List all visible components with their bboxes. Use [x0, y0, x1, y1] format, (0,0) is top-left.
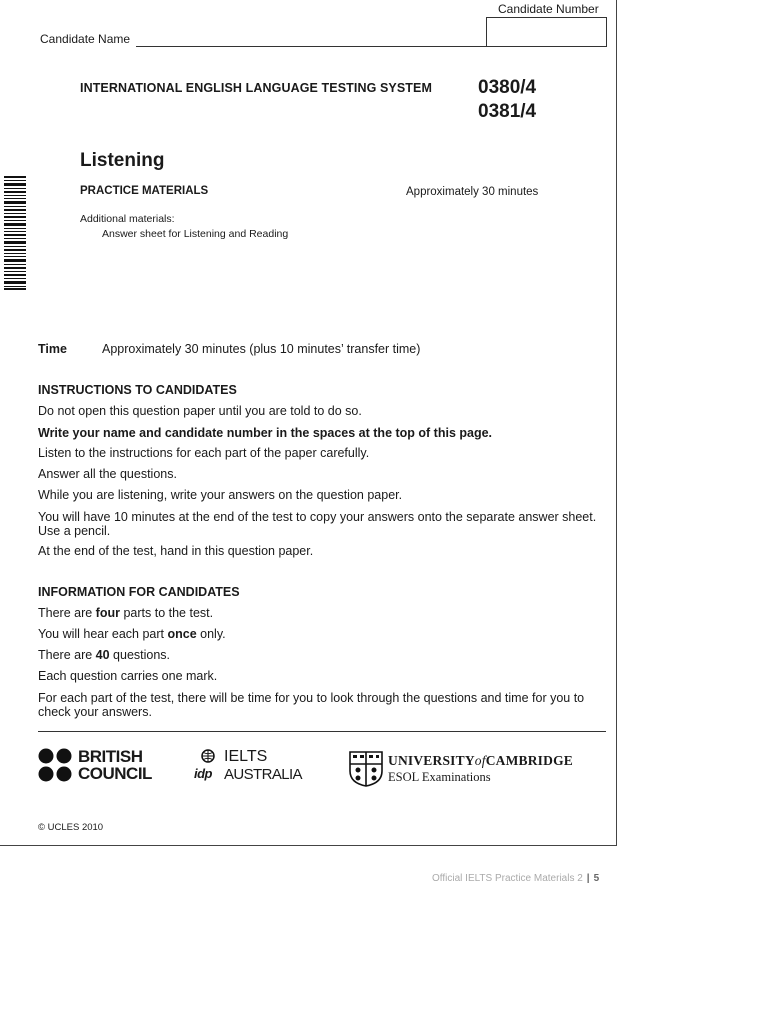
additional-materials-label: Additional materials: [80, 213, 175, 225]
paper-duration: Approximately 30 minutes [406, 186, 539, 198]
time-label: Time [38, 342, 67, 356]
british-council-dots-icon [38, 748, 74, 782]
information-line: There are 40 questions. [38, 648, 171, 662]
instruction-line: Do not open this question paper until you are told to do so. [38, 404, 362, 418]
ielts-australia-logo [194, 749, 314, 783]
candidate-name-label: Candidate Name [40, 32, 131, 46]
instruction-line: At the end of the test, hand in this question paper. [38, 544, 314, 558]
paper-subtitle: PRACTICE MATERIALS [80, 185, 209, 197]
candidate-number-label: Candidate Number [498, 2, 599, 16]
page-footer: Official IELTS Practice Materials 2 | 5 [432, 873, 600, 884]
instruction-line: Answer all the questions. [38, 467, 177, 481]
page-number: 5 [593, 873, 600, 884]
information-line: You will hear each part once only. [38, 627, 226, 641]
instruction-line: Write your name and candidate number in the spaces at the top of this page. [38, 426, 493, 440]
information-heading: INFORMATION FOR CANDIDATES [38, 585, 240, 599]
information-line: There are four parts to the test. [38, 606, 214, 620]
australia-wordmark: AUSTRALIA [224, 766, 302, 783]
copyright: © UCLES 2010 [38, 822, 104, 833]
page-border-right [616, 0, 617, 846]
ielts-wordmark: IELTS [224, 748, 268, 765]
paper-code-2: 0381/4 [478, 101, 537, 122]
candidate-number-field[interactable] [486, 17, 607, 47]
cambridge-esol-logo: UNIVERSITYofCAMBRIDGE ESOL Examinations [349, 751, 573, 787]
divider [38, 731, 606, 732]
candidate-name-field[interactable] [136, 46, 486, 47]
information-line: For each part of the test, there will be time for you to look through the questions and time for you to check your answers. [38, 691, 585, 719]
system-title: INTERNATIONAL ENGLISH LANGUAGE TESTING SYSTEM [80, 81, 432, 95]
idp-globe-icon [200, 749, 216, 763]
barcode-icon [4, 176, 26, 290]
instruction-line: While you are listening, write your answers on the question paper. [38, 488, 403, 502]
instruction-line: Listen to the instructions for each part of the paper carefully. [38, 446, 370, 460]
time-value: Approximately 30 minutes (plus 10 minutes’ transfer time) [102, 342, 421, 356]
british-council-logo: BRITISH COUNCIL [38, 748, 152, 782]
paper-code-1: 0380/4 [478, 77, 537, 98]
instructions-heading: INSTRUCTIONS TO CANDIDATES [38, 383, 237, 397]
idp-wordmark: idp [194, 766, 212, 781]
instruction-line: You will have 10 minutes at the end of the test to copy your answers onto the separate answer sheet. Use a pencil. [38, 510, 597, 538]
cambridge-shield-icon [349, 751, 383, 787]
page-border-bottom [0, 845, 617, 846]
information-line: Each question carries one mark. [38, 669, 218, 683]
paper-title: Listening [80, 150, 165, 171]
additional-materials-item: Answer sheet for Listening and Reading [102, 228, 289, 240]
